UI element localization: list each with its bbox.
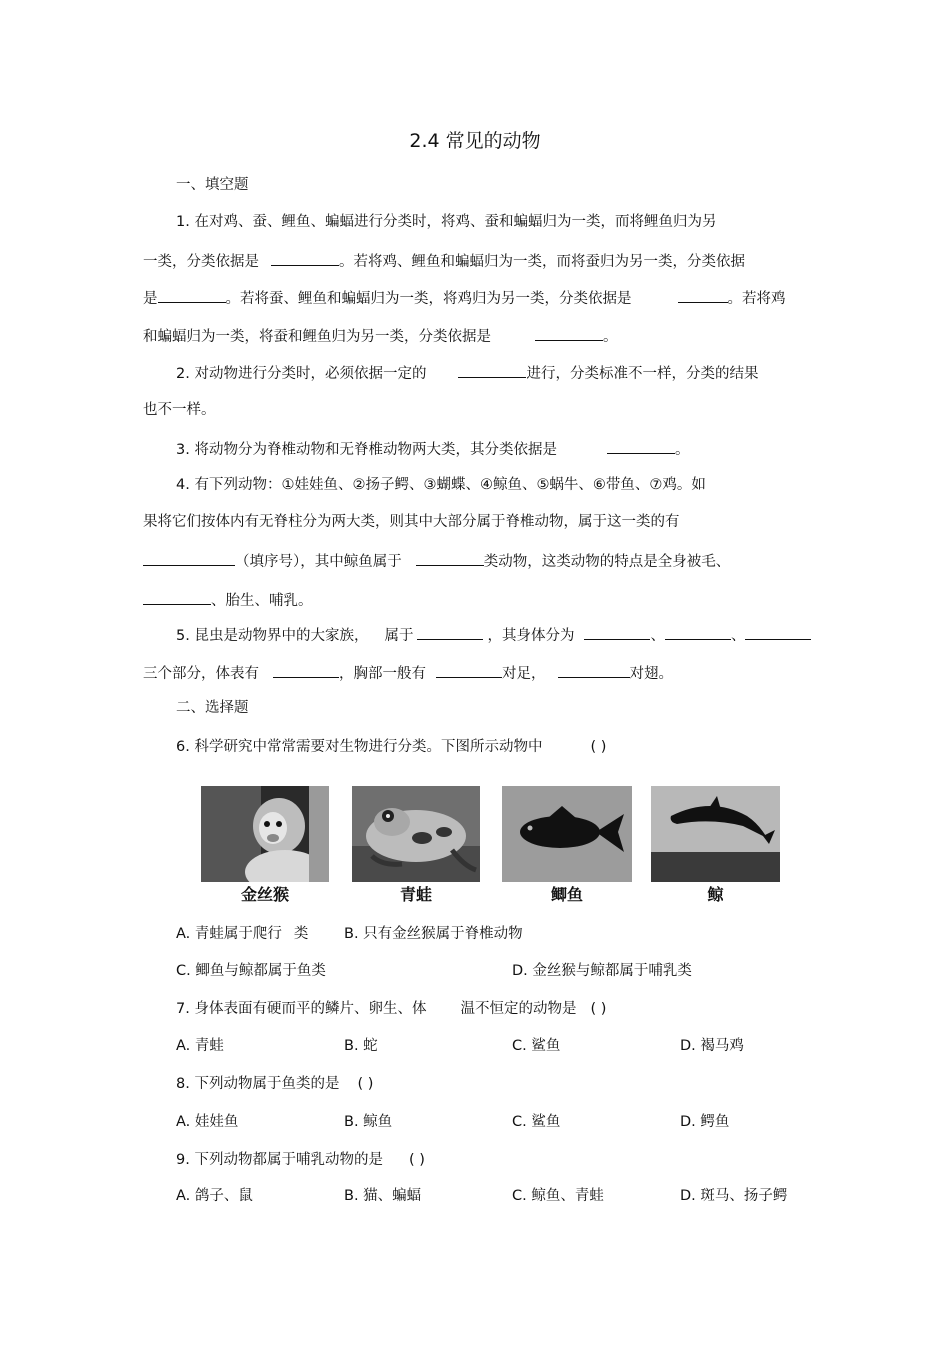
q5-blank-6[interactable] <box>436 662 502 678</box>
q9-answer-paren[interactable]: ( ) <box>408 1152 425 1168</box>
q8-option-a[interactable]: A. 娃娃鱼 <box>176 1114 239 1130</box>
q2-line2: 也不一样。 <box>143 402 216 418</box>
frog-caption: 青蛙 <box>399 885 432 904</box>
q1-blank-3[interactable] <box>678 287 728 303</box>
q8-option-d[interactable]: D. 鳄鱼 <box>680 1114 730 1130</box>
q1-blank-1[interactable] <box>271 250 339 266</box>
page-title: 2.4 常见的动物 <box>409 130 541 152</box>
q1-line4: 和蝙蝠归为一类，将蚕和鲤鱼归为另一类，分类依据是 。 <box>143 325 618 347</box>
q6-option-d[interactable]: D. 金丝猴与鲸都属于哺乳类 <box>512 963 692 979</box>
q8-option-b[interactable]: B. 鲸鱼 <box>344 1114 393 1130</box>
section-choice-heading: 二、选择题 <box>176 700 249 716</box>
q9-option-b[interactable]: B. 猫、蝙蝠 <box>344 1188 422 1204</box>
q1-blank-4[interactable] <box>535 325 603 341</box>
q1-line1: 1. 在对鸡、蚕、鲤鱼、蝙蝠进行分类时，将鸡、蚕和蝙蝠归为一类，而将鲤鱼归为另 <box>176 214 717 230</box>
q6-answer-paren[interactable]: ( ) <box>590 739 607 755</box>
q9-option-c[interactable]: C. 鲸鱼、青蛙 <box>512 1188 604 1204</box>
q4-blank-1[interactable] <box>143 550 235 566</box>
q3-line1: 3. 将动物分为脊椎动物和无脊椎动物两大类，其分类依据是 。 <box>176 438 689 460</box>
q2-blank-1[interactable] <box>458 362 526 378</box>
monkey-photo <box>201 786 329 882</box>
dolphin-photo <box>651 786 780 882</box>
q7-answer-paren[interactable]: ( ) <box>590 1001 607 1017</box>
q7-option-d[interactable]: D. 褐马鸡 <box>680 1038 744 1054</box>
q5-blank-4[interactable] <box>745 624 811 640</box>
fish-caption: 鲫鱼 <box>550 885 583 904</box>
q8-option-c[interactable]: C. 鲨鱼 <box>512 1114 561 1130</box>
q4-line1: 4. 有下列动物：①娃娃鱼、②扬子鳄、③蝴蝶、④鲸鱼、⑤蜗牛、⑥带鱼、⑦鸡。如 <box>176 477 706 493</box>
frog-photo <box>352 786 480 882</box>
monkey-caption: 金丝猴 <box>240 885 289 904</box>
whale-caption: 鲸 <box>707 885 724 904</box>
q1-blank-2[interactable] <box>158 287 226 303</box>
q5-blank-3[interactable] <box>665 624 731 640</box>
q6-option-a[interactable]: A. 青蛙属于爬行 类 <box>176 926 309 942</box>
q7-option-a[interactable]: A. 青蛙 <box>176 1038 224 1054</box>
q5-blank-2[interactable] <box>584 624 650 640</box>
q3-blank-1[interactable] <box>607 438 675 454</box>
q8-answer-paren[interactable]: ( ) <box>357 1076 374 1092</box>
q5-blank-1[interactable] <box>417 624 483 640</box>
q4-line4: 、胎生、哺乳。 <box>143 589 313 611</box>
q4-line3: （填序号），其中鲸鱼属于 类动物，这类动物的特点是全身被毛、 <box>143 550 730 572</box>
q7-option-b[interactable]: B. 蛇 <box>344 1038 378 1054</box>
fish-photo <box>502 786 632 882</box>
q1-line2: 一类，分类依据是 。若将鸡、鲤鱼和蝙蝠归为一类，而将蚕归为另一类，分类依据 <box>143 250 745 272</box>
q7-stem: 7. 身体表面有硬而平的鳞片、卵生、体 温不恒定的动物是 ( ) <box>176 1001 607 1017</box>
q5-line1: 5. 昆虫是动物界中的大家族， 属于 ，其身体分为 、 、 <box>176 624 811 646</box>
q5-blank-5[interactable] <box>273 662 339 678</box>
q6-option-b[interactable]: B. 只有金丝猴属于脊椎动物 <box>344 926 523 942</box>
q5-blank-7[interactable] <box>558 662 630 678</box>
q5-line2: 三个部分，体表有 ，胸部一般有 对足， 对翅。 <box>143 662 673 684</box>
q4-blank-2[interactable] <box>416 550 484 566</box>
q8-stem: 8. 下列动物属于鱼类的是 ( ) <box>176 1076 374 1092</box>
q4-blank-3[interactable] <box>143 589 211 605</box>
q9-stem: 9. 下列动物都属于哺乳动物的是 ( ) <box>176 1152 425 1168</box>
q9-option-d[interactable]: D. 斑马、扬子鳄 <box>680 1188 788 1204</box>
q2-line1: 2. 对动物进行分类时，必须依据一定的 进行，分类标准不一样，分类的结果 <box>176 362 758 384</box>
section-fill-blank-heading: 一、填空题 <box>176 177 249 193</box>
q4-line2: 果将它们按体内有无脊柱分为两大类，则其中大部分属于脊椎动物，属于这一类的有 <box>143 514 680 530</box>
q1-line3: 是 。若将蚕、鲤鱼和蝙蝠归为一类，将鸡归为另一类，分类依据是 。若将鸡 <box>143 287 786 309</box>
q6-stem: 6. 科学研究中常常需要对生物进行分类。下图所示动物中 ( ) <box>176 739 607 755</box>
q7-option-c[interactable]: C. 鲨鱼 <box>512 1038 561 1054</box>
q6-option-c[interactable]: C. 鲫鱼与鲸都属于鱼类 <box>176 963 326 979</box>
q9-option-a[interactable]: A. 鸽子、鼠 <box>176 1188 253 1204</box>
